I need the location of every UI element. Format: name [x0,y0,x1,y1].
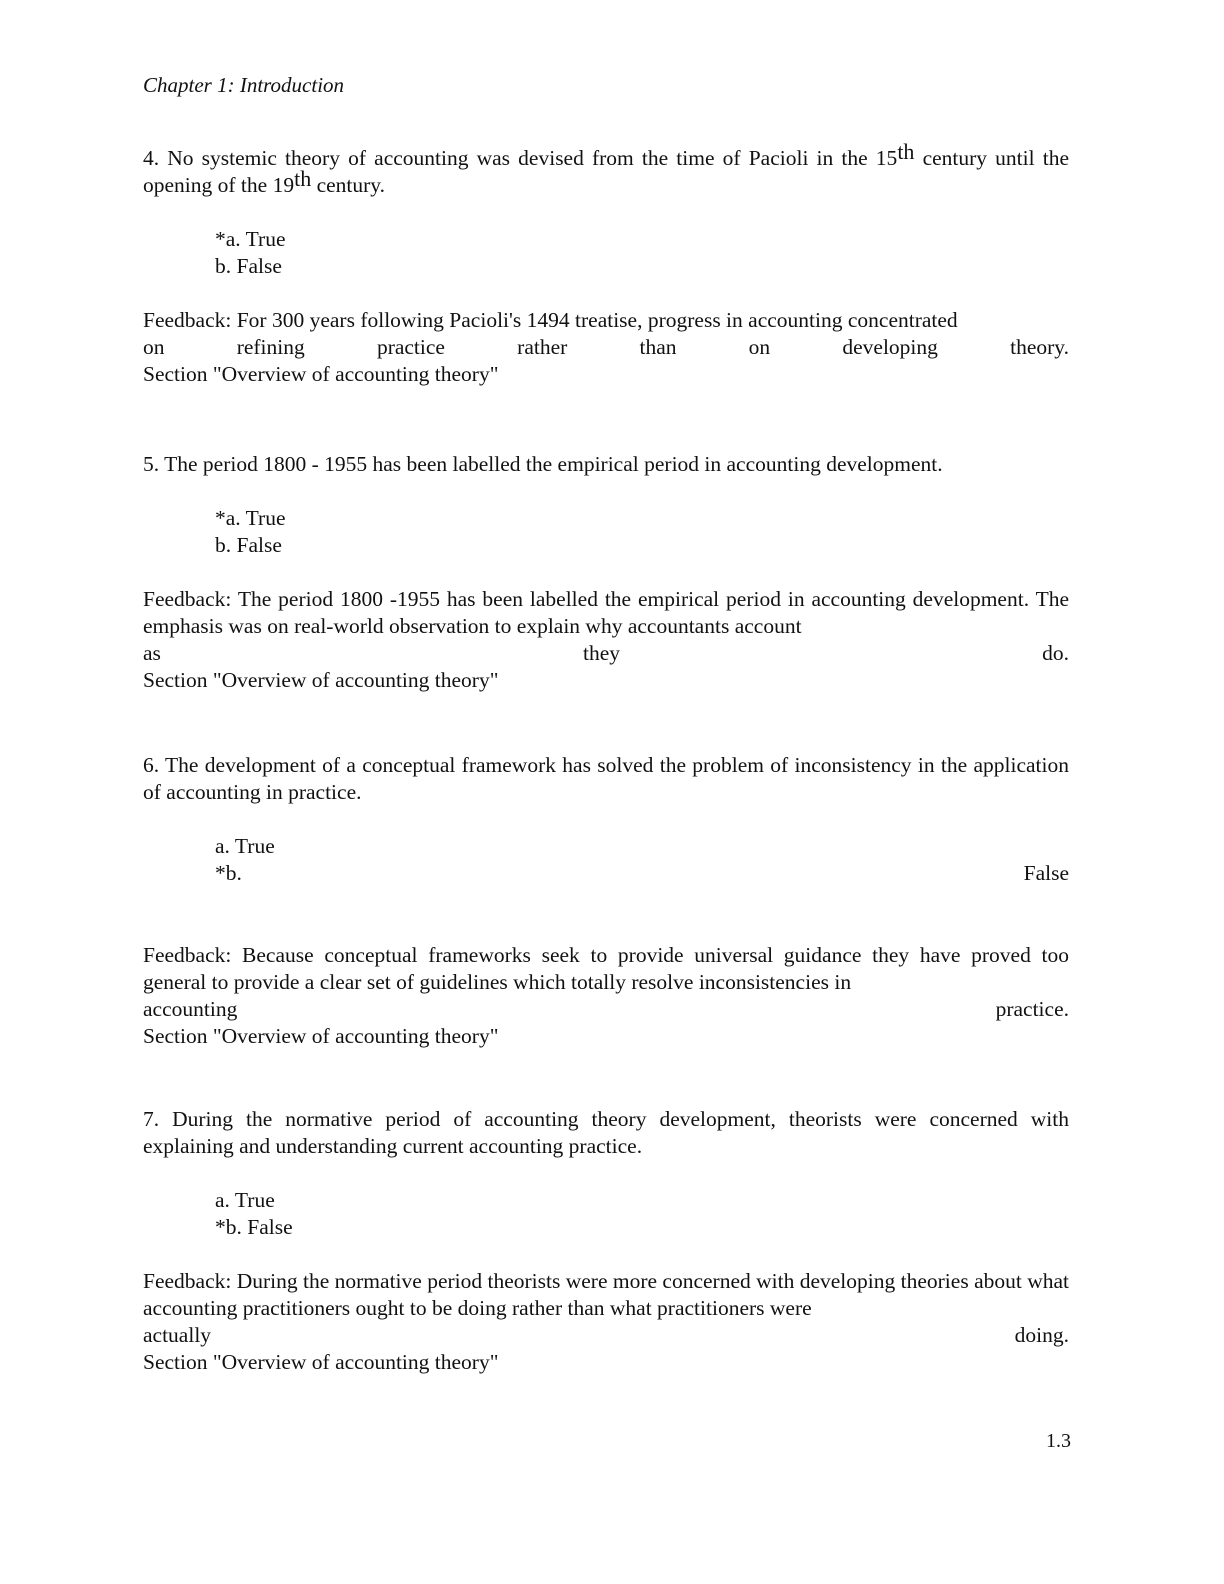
feedback-line: Feedback: The period 1800 -1955 has been labelled the empirical period in accounting development. The emphasis was on real-world observation to explain why accountants account [143,587,1069,638]
option-a: *a. True [215,227,286,251]
question-text-part: 4. No systemic theory of accounting was devised from the time of Pacioli in the 15 [143,146,898,170]
superscript: th [897,139,915,164]
document-page [143,0,1069,1584]
answer-options [215,1187,1069,1241]
question-text-part: century. [311,173,386,197]
option-a: *a. True [215,506,286,530]
section-reference: Section "Overview of accounting theory" [143,1350,499,1374]
section-reference: Section "Overview of accounting theory" [143,668,499,692]
feedback [143,942,1069,1050]
answer-options [215,226,1069,280]
feedback-line: on refining practice rather than on developing theory. [143,335,1069,359]
option-b: b. False [215,254,282,278]
option-b: b. False [215,533,282,557]
option-a: a. True [215,834,275,858]
feedback-line: actually doing. [143,1323,1069,1347]
answer-options [215,505,1069,559]
feedback [143,307,1069,388]
feedback [143,1268,1069,1376]
question-text-part: century until the opening of the 19 [143,146,1069,197]
question-5 [143,451,1069,694]
question-text: 7. During the normative period of accounting theory development, theorists were concerned with explaining and understanding current accounting practice. [143,1107,1069,1158]
section-reference: Section "Overview of accounting theory" [143,362,499,386]
feedback-line: accounting practice. [143,997,1069,1021]
question-text: 6. The development of a conceptual framework has solved the problem of inconsistency in the application of accounting in practice. [143,753,1069,804]
option-b: *b. False [215,861,1069,885]
superscript: th [294,166,312,191]
question-text [143,139,1069,199]
feedback-line: Feedback: Because conceptual frameworks seek to provide universal guidance they have proved too general to provide a clear set of guidelines which totally resolve inconsistencies in [143,943,1069,994]
feedback-line: as they do. [143,641,1069,665]
feedback-line: Feedback: For 300 years following Pacioli's 1494 treatise, progress in accounting concentrated [143,308,958,332]
answer-options [215,833,1069,887]
page-number: 1.3 [1046,1430,1071,1452]
feedback [143,586,1069,694]
question-text: 5. The period 1800 - 1955 has been labelled the empirical period in accounting development. [143,452,943,476]
section-reference: Section "Overview of accounting theory" [143,1024,499,1048]
question-6 [143,752,1069,1050]
option-b: *b. False [215,1215,293,1239]
chapter-header: Chapter 1: Introduction [143,73,345,97]
option-a: a. True [215,1188,275,1212]
question-7 [143,1106,1069,1376]
question-4 [143,139,1069,388]
feedback-line: Feedback: During the normative period theorists were more concerned with developing theories about what accounting practitioners ought to be doing rather than what practitioners were [143,1269,1070,1320]
